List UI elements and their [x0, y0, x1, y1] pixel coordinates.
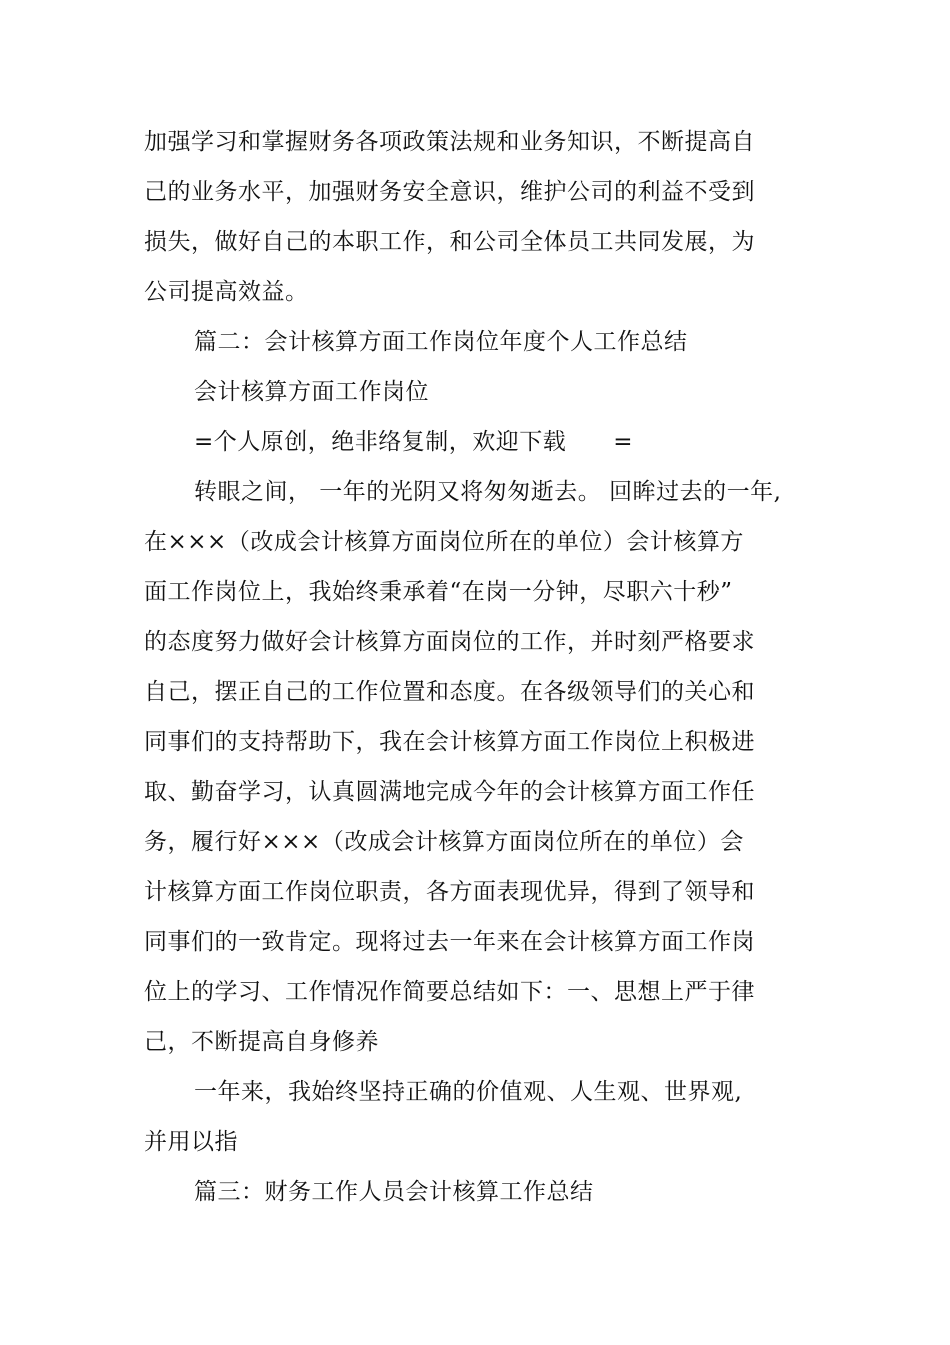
paragraph-line: 一年来，我始终坚持正确的价值观、人生观、世界观, [194, 1079, 743, 1105]
section-heading-2: 篇二：会计核算方面工作岗位年度个人工作总结 [194, 329, 688, 355]
paragraph-line: 同事们的支持帮助下，我在会计核算方面工作岗位上积极进 [144, 729, 755, 755]
paragraph-line: 转眼之间， 一年的光阴又将匆匆逝去。 回眸过去的一年, [194, 479, 782, 505]
paragraph-line: 并用以指 [144, 1129, 238, 1155]
paragraph-line: 位上的学习、工作情况作简要总结如下：一、思想上严于律 [144, 979, 755, 1005]
paragraph-line: 损失，做好自己的本职工作，和公司全体员工共同发展，为 [144, 229, 755, 255]
paragraph-line: 加强学习和掌握财务各项政策法规和业务知识，不断提高自 [144, 129, 755, 155]
paragraph-line: 公司提高效益。 [144, 279, 309, 305]
paragraph-line: 面工作岗位上，我始终秉承着“在岗一分钟，尽职六十秒” [144, 579, 733, 605]
paragraph-line: 取、勤奋学习，认真圆满地完成今年的会计核算方面工作任 [144, 779, 755, 805]
paragraph-line: 的态度努力做好会计核算方面岗位的工作，并时刻严格要求 [144, 629, 755, 655]
notice-line: =个人原创，绝非络复制，欢迎下载 = [194, 429, 634, 455]
section-heading-3: 篇三：财务工作人员会计核算工作总结 [194, 1179, 594, 1205]
paragraph-line: 自己，摆正自己的工作位置和态度。在各级领导们的关心和 [144, 679, 755, 705]
subheading: 会计核算方面工作岗位 [194, 379, 429, 405]
paragraph-line: 同事们的一致肯定。现将过去一年来在会计核算方面工作岗 [144, 929, 755, 955]
paragraph-line: 己，不断提高自身修养 [144, 1029, 379, 1055]
paragraph-line: 己的业务水平，加强财务安全意识，维护公司的利益不受到 [144, 179, 755, 205]
paragraph-line: 务，履行好×××（改成会计核算方面岗位所在的单位）会 [144, 829, 744, 855]
paragraph-line: 在×××（改成会计核算方面岗位所在的单位）会计核算方 [144, 529, 744, 555]
paragraph-line: 计核算方面工作岗位职责，各方面表现优异，得到了领导和 [144, 879, 755, 905]
